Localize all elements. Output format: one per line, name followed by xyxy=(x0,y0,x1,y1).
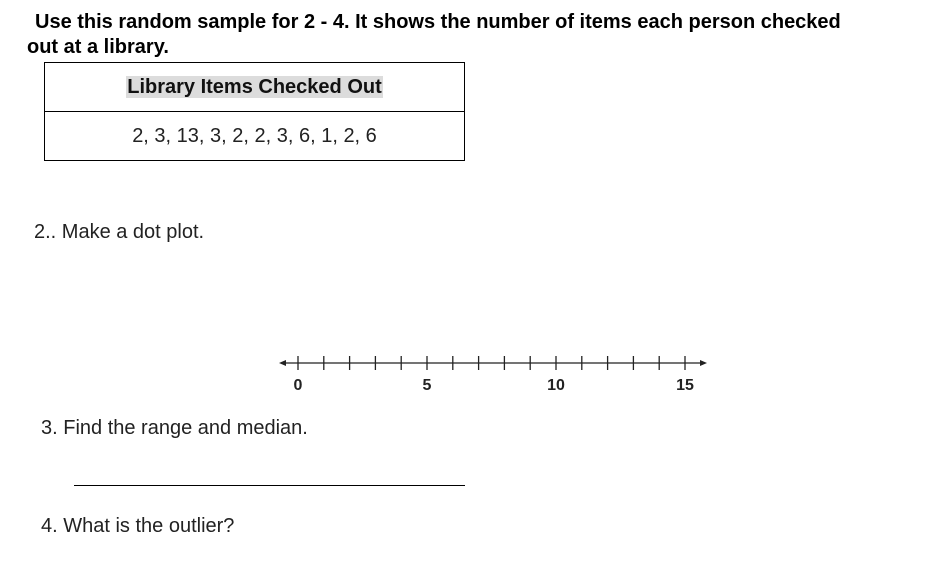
left-arrow-icon xyxy=(279,360,286,366)
question-3: 3. Find the range and median. xyxy=(41,417,308,439)
number-line-label: 0 xyxy=(293,377,303,394)
table-row xyxy=(45,112,465,161)
number-line-label: 5 xyxy=(422,377,432,394)
number-line-label: 10 xyxy=(547,377,565,394)
library-items-table xyxy=(44,62,465,161)
table-header-row xyxy=(45,63,465,112)
number-line xyxy=(270,350,720,400)
question-4: 4. What is the outlier? xyxy=(41,515,235,537)
question-2: 2.. Make a dot plot. xyxy=(34,221,205,243)
instructions xyxy=(27,10,927,60)
instructions-line-1: Use this random sample for 2 - 4. It shows the number of items each person checked xyxy=(35,11,841,33)
number-line-label: 15 xyxy=(676,377,694,394)
table-values-cell: 2, 3, 13, 3, 2, 2, 3, 6, 1, 2, 6 xyxy=(45,112,465,161)
right-arrow-icon xyxy=(700,360,707,366)
table-header-text: Library Items Checked Out xyxy=(127,75,382,98)
answer-line[interactable] xyxy=(74,485,465,486)
table-header-cell xyxy=(45,63,465,112)
instructions-line-2: out at a library. xyxy=(27,36,169,58)
